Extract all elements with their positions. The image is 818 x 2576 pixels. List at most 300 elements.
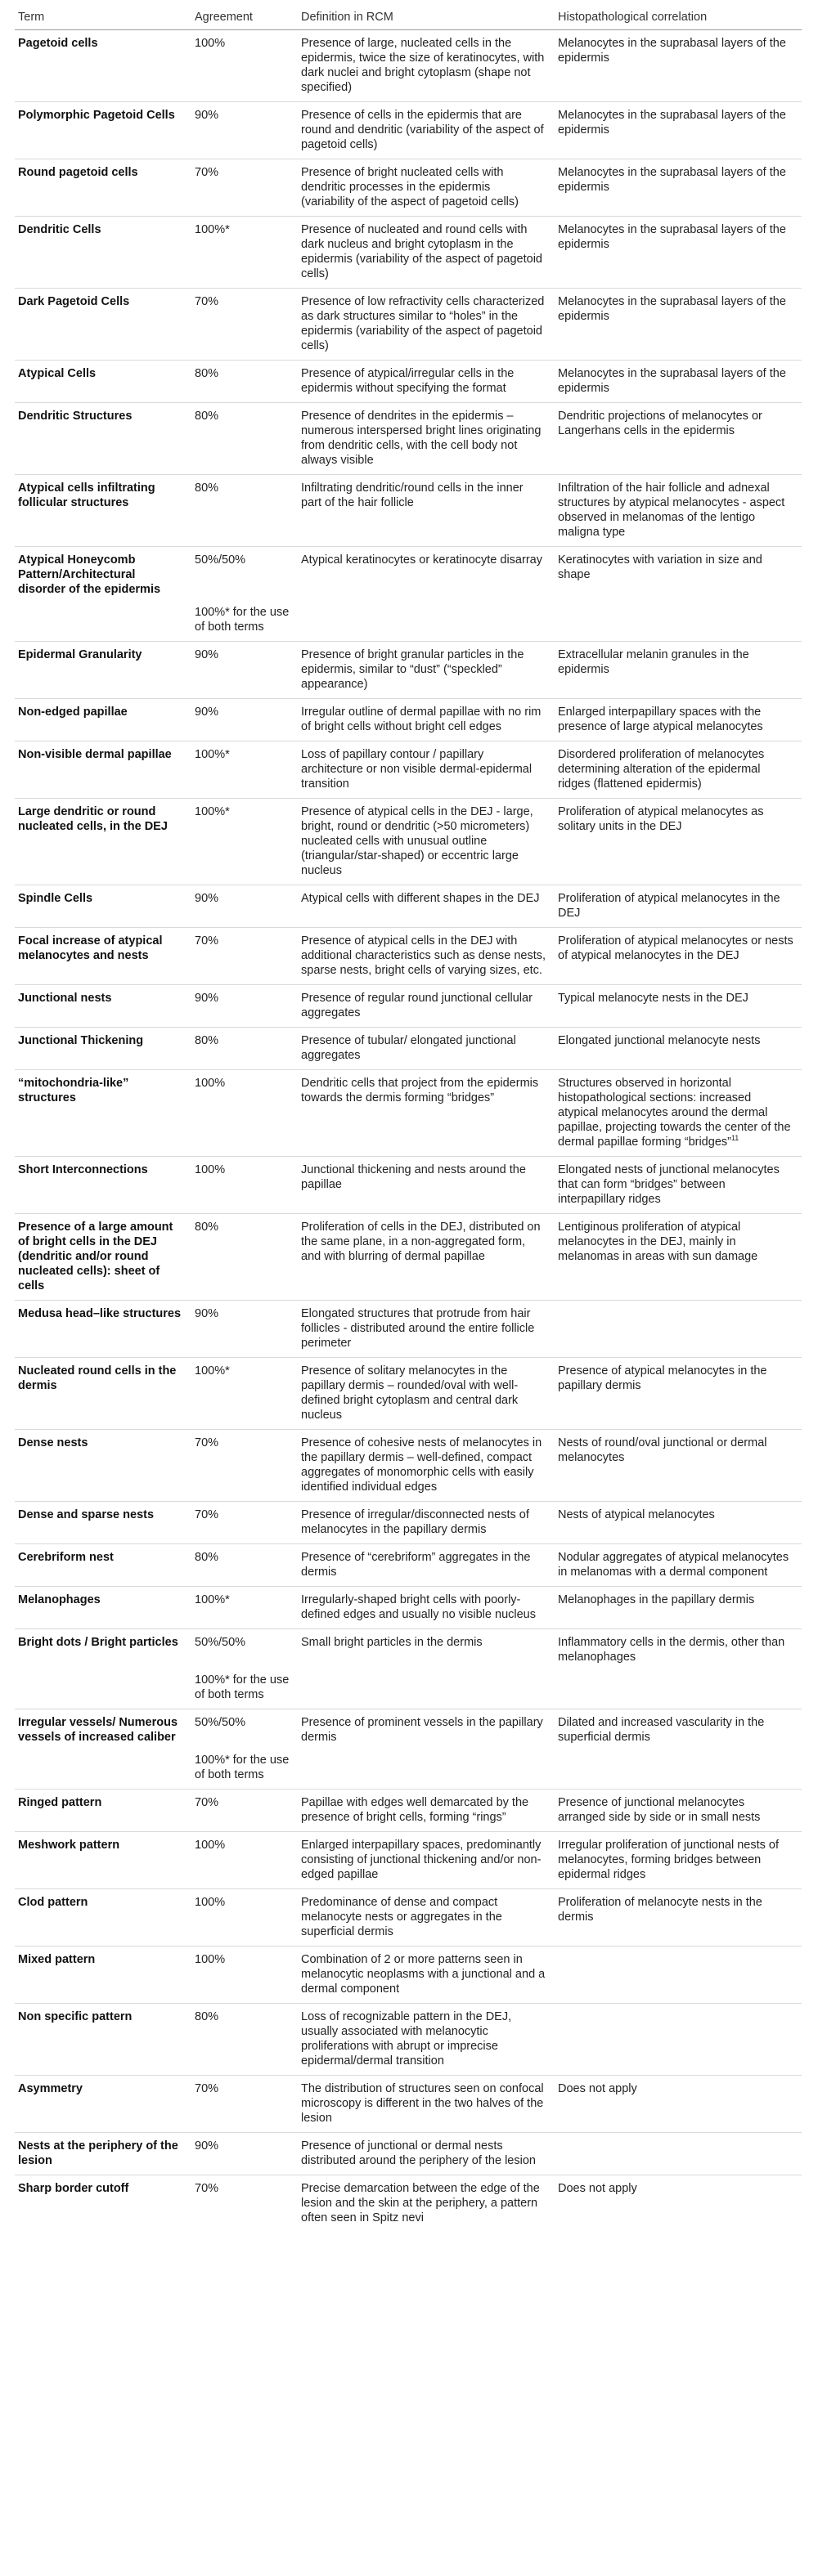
agreement-cell-text: 70% — [195, 2182, 219, 2195]
definition-cell — [298, 2175, 555, 2233]
table-row — [15, 547, 802, 604]
term-cell-text: Presence of a large amount of bright cells in the DEJ (dendritic and/or round nucleated cells): sheet of cells — [18, 1221, 173, 1292]
term-cell — [15, 1157, 191, 1214]
agreement-cell-text: 100% — [195, 37, 226, 50]
agreement-cell — [191, 1028, 298, 1070]
correlation-cell — [555, 1544, 802, 1587]
correlation-cell — [555, 102, 802, 159]
agreement-note: 100%* for the use of both terms — [195, 606, 290, 634]
definition-cell-text: Loss of papillary contour / papillary architecture or non visible dermal-epidermal transition — [301, 748, 533, 791]
definition-cell-text: Predominance of dense and compact melanocyte nests or aggregates in the superficial dermis — [301, 1896, 502, 1938]
correlation-cell-text: Enlarged interpapillary spaces with the presence of large atypical melanocytes — [558, 706, 763, 733]
empty-cell — [555, 603, 802, 642]
term-cell — [15, 1430, 191, 1502]
correlation-cell-text: Keratinocytes with variation in size and shape — [558, 553, 762, 581]
definition-cell-text: Presence of bright nucleated cells with dendritic processes in the epidermis (variability of the aspect of pagetoid cells) — [301, 166, 519, 208]
agreement-cell — [191, 361, 298, 403]
term-cell — [15, 1358, 191, 1430]
table-row — [15, 1157, 802, 1214]
definition-cell — [298, 1430, 555, 1502]
correlation-cell — [555, 361, 802, 403]
term-cell — [15, 547, 191, 604]
term-cell — [15, 799, 191, 885]
term-cell — [15, 699, 191, 741]
correlation-cell — [555, 928, 802, 985]
correlation-cell-text: Melanocytes in the suprabasal layers of the epidermis — [558, 166, 786, 194]
correlation-cell-text: Elongated junctional melanocyte nests — [558, 1034, 761, 1047]
correlation-cell-text: Inflammatory cells in the dermis, other than melanophages — [558, 1636, 785, 1664]
correlation-cell — [555, 403, 802, 475]
agreement-cell-text: 70% — [195, 166, 219, 179]
table-row — [15, 2175, 802, 2233]
definition-cell — [298, 1070, 555, 1157]
definition-cell — [298, 217, 555, 289]
definition-cell — [298, 1157, 555, 1214]
term-cell — [15, 642, 191, 699]
correlation-cell — [555, 547, 802, 604]
term-cell-text: “mitochondria-like” structures — [18, 1077, 129, 1104]
table-subrow — [15, 1671, 802, 1709]
agreement-cell-text: 100%* — [195, 748, 230, 761]
agreement-cell — [191, 217, 298, 289]
term-cell-text: Medusa head–like structures — [18, 1307, 182, 1320]
correlation-cell-text: Disordered proliferation of melanocytes determining alteration of the epidermal ridges (flattened epidermis) — [558, 748, 765, 791]
agreement-cell-text: 100% — [195, 1896, 226, 1909]
agreement-cell-text: 90% — [195, 992, 219, 1005]
agreement-cell-text: 90% — [195, 892, 219, 905]
agreement-cell-text: 100% — [195, 1839, 226, 1852]
table-row — [15, 1028, 802, 1070]
agreement-cell-text: 100%* — [195, 1364, 230, 1378]
correlation-cell — [555, 885, 802, 928]
agreement-cell — [191, 1301, 298, 1358]
term-cell-text: Junctional Thickening — [18, 1034, 144, 1047]
correlation-cell — [555, 159, 802, 217]
definition-cell — [298, 1889, 555, 1947]
definition-cell-text: Presence of large, nucleated cells in the epidermis, twice the size of keratinocytes, with dark nuclei and bright cytoplasm (shape not specified) — [301, 37, 545, 94]
definition-cell — [298, 1544, 555, 1587]
agreement-cell-text: 70% — [195, 1508, 219, 1521]
term-cell-text: Polymorphic Pagetoid Cells — [18, 109, 175, 122]
empty-cell — [298, 1751, 555, 1790]
definition-cell-text: Precise demarcation between the edge of the lesion and the skin at the periphery, a pattern often seen in Spitz nevi — [301, 2182, 540, 2224]
agreement-cell — [191, 1832, 298, 1889]
term-cell — [15, 475, 191, 547]
correlation-cell — [555, 1070, 802, 1157]
definition-cell-text: Enlarged interpapillary spaces, predominantly consisting of junctional thickening and/or non-edged papillae — [301, 1839, 542, 1881]
correlation-cell — [555, 1629, 802, 1672]
correlation-cell-text: Melanocytes in the suprabasal layers of the epidermis — [558, 295, 786, 323]
term-cell-text: Nests at the periphery of the lesion — [18, 2139, 178, 2167]
term-cell-text: Dendritic Structures — [18, 410, 133, 423]
definition-cell-text: Presence of atypical cells in the DEJ - large, bright, round or dendritic (>50 micrometers) nucleated cells with unusual outline (triangular/star-shaped) or eccentric large nucleus — [301, 805, 533, 877]
definition-cell-text: Presence of regular round junctional cellular aggregates — [301, 992, 533, 1019]
correlation-cell-text: Melanocytes in the suprabasal layers of the epidermis — [558, 109, 786, 137]
correlation-cell-text: Structures observed in horizontal histopathological sections: increased atypical melanocytes around the dermal papillae, projecting towards the center of the dermal papillae forming “bridges” — [558, 1077, 791, 1149]
agreement-cell — [191, 699, 298, 741]
definition-cell — [298, 403, 555, 475]
table-row — [15, 1790, 802, 1832]
agreement-cell — [191, 642, 298, 699]
correlation-cell-text: Proliferation of atypical melanocytes in the DEJ — [558, 892, 780, 920]
agreement-cell — [191, 2076, 298, 2133]
correlation-cell — [555, 2004, 802, 2076]
agreement-note-cell — [191, 603, 298, 642]
table-row — [15, 403, 802, 475]
agreement-cell-text: 100%* — [195, 805, 230, 818]
empty-cell — [15, 1671, 191, 1709]
term-cell-text: Non-edged papillae — [18, 706, 128, 719]
term-cell-text: Asymmetry — [18, 2082, 83, 2095]
correlation-cell — [555, 1587, 802, 1629]
definition-cell-text: Proliferation of cells in the DEJ, distributed on the same plane, in a non-aggregated form, and with blurring of dermal papillae — [301, 1221, 541, 1263]
term-cell — [15, 885, 191, 928]
term-cell — [15, 1587, 191, 1629]
agreement-cell — [191, 2175, 298, 2233]
definition-cell-text: Elongated structures that protrude from hair follicles - distributed around the entire follicle perimeter — [301, 1307, 535, 1350]
agreement-cell-text: 90% — [195, 706, 219, 719]
table-row — [15, 928, 802, 985]
table-row — [15, 1544, 802, 1587]
header-term: Term — [15, 7, 191, 30]
agreement-cell-text: 70% — [195, 1436, 219, 1449]
definition-cell — [298, 1587, 555, 1629]
term-cell-text: Irregular vessels/ Numerous vessels of increased caliber — [18, 1716, 178, 1744]
table-row — [15, 699, 802, 741]
agreement-cell-text: 80% — [195, 367, 219, 380]
table-row — [15, 475, 802, 547]
agreement-cell — [191, 403, 298, 475]
definition-cell — [298, 1214, 555, 1301]
correlation-cell — [555, 985, 802, 1028]
correlation-cell — [555, 1358, 802, 1430]
agreement-cell — [191, 1214, 298, 1301]
correlation-cell-text: Does not apply — [558, 2182, 637, 2195]
correlation-cell-text: Nodular aggregates of atypical melanocytes in melanomas with a dermal component — [558, 1551, 789, 1579]
agreement-cell-text: 100% — [195, 1163, 226, 1176]
definition-cell — [298, 741, 555, 799]
term-cell — [15, 159, 191, 217]
definition-cell-text: Presence of atypical cells in the DEJ with additional characteristics such as dense nests, sparse nests, bright cells of varying sizes, etc. — [301, 934, 546, 977]
term-cell — [15, 217, 191, 289]
definition-cell-text: Presence of low refractivity cells characterized as dark structures similar to “holes” in the epidermis (variability of the aspect of pagetoid cells) — [301, 295, 545, 352]
definition-cell — [298, 475, 555, 547]
table-row — [15, 289, 802, 361]
definition-cell — [298, 159, 555, 217]
definition-cell-text: Atypical cells with different shapes in the DEJ — [301, 892, 540, 905]
term-cell-text: Epidermal Granularity — [18, 648, 142, 661]
agreement-cell — [191, 289, 298, 361]
empty-cell — [298, 603, 555, 642]
agreement-cell-text: 80% — [195, 1034, 219, 1047]
correlation-cell — [555, 217, 802, 289]
definition-cell — [298, 289, 555, 361]
term-cell-text: Meshwork pattern — [18, 1839, 120, 1852]
agreement-cell-text: 100%* — [195, 223, 230, 236]
agreement-cell — [191, 1790, 298, 1832]
definition-cell — [298, 1028, 555, 1070]
table-row — [15, 361, 802, 403]
correlation-cell — [555, 2076, 802, 2133]
definition-cell — [298, 1502, 555, 1544]
definition-cell-text: Presence of “cerebriform” aggregates in the dermis — [301, 1551, 531, 1579]
correlation-cell — [555, 1502, 802, 1544]
empty-cell — [15, 1751, 191, 1790]
table-row — [15, 885, 802, 928]
correlation-cell — [555, 1790, 802, 1832]
definition-cell-text: Combination of 2 or more patterns seen in melanocytic neoplasms with a junctional and a dermal component — [301, 1953, 546, 1996]
definition-cell-text: Presence of solitary melanocytes in the papillary dermis – rounded/oval with well-defined bright cytoplasm and central dark nucleus — [301, 1364, 519, 1422]
agreement-note-cell — [191, 1751, 298, 1790]
correlation-cell-text: Infiltration of the hair follicle and adnexal structures by atypical melanocytes - aspect observed in melanomas of the lentigo maligna type — [558, 482, 785, 539]
term-cell — [15, 1502, 191, 1544]
definition-cell — [298, 1358, 555, 1430]
correlation-cell-text: Nests of atypical melanocytes — [558, 1508, 715, 1521]
table-body — [15, 30, 802, 2233]
definition-cell-text: Presence of cells in the epidermis that are round and dendritic (variability of the aspect of pagetoid cells) — [301, 109, 544, 151]
correlation-cell-text: Melanocytes in the suprabasal layers of the epidermis — [558, 367, 786, 395]
agreement-cell-text: 80% — [195, 2010, 219, 2023]
term-cell-text: Focal increase of atypical melanocytes and nests — [18, 934, 163, 962]
table-row — [15, 1629, 802, 1672]
agreement-cell — [191, 1157, 298, 1214]
table-row — [15, 1832, 802, 1889]
correlation-cell-text: Presence of junctional melanocytes arranged side by side or in small nests — [558, 1796, 761, 1824]
correlation-cell — [555, 699, 802, 741]
definition-cell-text: Irregular outline of dermal papillae with no rim of bright cells without bright cell edges — [301, 706, 542, 733]
term-cell-text: Dark Pagetoid Cells — [18, 295, 130, 308]
term-cell — [15, 928, 191, 985]
definition-cell — [298, 2133, 555, 2175]
agreement-cell — [191, 1889, 298, 1947]
correlation-cell-text: Nests of round/oval junctional or dermal melanocytes — [558, 1436, 767, 1464]
table-row — [15, 2004, 802, 2076]
definition-cell — [298, 1709, 555, 1752]
definition-cell-text: Presence of dendrites in the epidermis – numerous interspersed bright lines originating from dendritic cells, with the cell body not always visible — [301, 410, 542, 467]
term-cell-text: Atypical Cells — [18, 367, 97, 380]
table-row — [15, 1070, 802, 1157]
definition-cell — [298, 547, 555, 604]
rcm-terms-table — [15, 7, 802, 2232]
agreement-cell — [191, 1430, 298, 1502]
table-row — [15, 1358, 802, 1430]
table-row — [15, 1214, 802, 1301]
term-cell-text: Large dendritic or round nucleated cells, in the DEJ — [18, 805, 168, 833]
term-cell-text: Cerebriform nest — [18, 1551, 114, 1564]
term-cell — [15, 741, 191, 799]
agreement-cell — [191, 1544, 298, 1587]
term-cell — [15, 2004, 191, 2076]
term-cell-text: Spindle Cells — [18, 892, 93, 905]
agreement-cell — [191, 885, 298, 928]
agreement-cell — [191, 928, 298, 985]
definition-cell — [298, 1790, 555, 1832]
empty-cell — [555, 1671, 802, 1709]
correlation-cell-text: Proliferation of melanocyte nests in the dermis — [558, 1896, 762, 1924]
definition-cell-text: Dendritic cells that project from the epidermis towards the dermis forming “bridges” — [301, 1077, 539, 1104]
agreement-cell-text: 70% — [195, 934, 219, 948]
agreement-note-cell — [191, 1671, 298, 1709]
agreement-cell — [191, 1587, 298, 1629]
term-cell-text: Dense nests — [18, 1436, 88, 1449]
definition-cell-text: Presence of nucleated and round cells with dark nucleus and bright cytoplasm in the epidermis (variability of the aspect of pagetoid cells) — [301, 223, 542, 280]
term-cell-text: Round pagetoid cells — [18, 166, 138, 179]
table-row — [15, 1430, 802, 1502]
definition-cell-text: Loss of recognizable pattern in the DEJ, usually associated with melanocytic proliferations with abrupt or imprecise epidermal/dermal transition — [301, 2010, 512, 2068]
agreement-cell-text: 90% — [195, 109, 219, 122]
correlation-cell-text: Dendritic projections of melanocytes or Langerhans cells in the epidermis — [558, 410, 762, 437]
term-cell-text: Non-visible dermal papillae — [18, 748, 172, 761]
definition-cell-text: Presence of atypical/irregular cells in the epidermis without specifying the format — [301, 367, 515, 395]
term-cell-text: Melanophages — [18, 1593, 101, 1606]
correlation-cell — [555, 2133, 802, 2175]
table-row — [15, 2133, 802, 2175]
empty-cell — [15, 603, 191, 642]
term-cell — [15, 361, 191, 403]
agreement-cell-text: 80% — [195, 482, 219, 495]
definition-cell-text: Presence of bright granular particles in the epidermis, similar to “dust” (“speckled” appearance) — [301, 648, 524, 691]
agreement-cell-text: 50%/50% — [195, 553, 246, 567]
correlation-cell — [555, 30, 802, 102]
agreement-cell-text: 70% — [195, 1796, 219, 1809]
agreement-cell-text: 80% — [195, 1551, 219, 1564]
agreement-cell-text: 50%/50% — [195, 1636, 246, 1649]
correlation-cell — [555, 1947, 802, 2004]
definition-cell — [298, 30, 555, 102]
term-cell — [15, 1070, 191, 1157]
agreement-cell — [191, 475, 298, 547]
term-cell-text: Pagetoid cells — [18, 37, 98, 50]
agreement-cell — [191, 547, 298, 604]
correlation-cell-text: Does not apply — [558, 2082, 637, 2095]
correlation-cell-text: Proliferation of atypical melanocytes as solitary units in the DEJ — [558, 805, 764, 833]
agreement-cell-text: 90% — [195, 648, 219, 661]
correlation-cell-text: Extracellular melanin granules in the epidermis — [558, 648, 749, 676]
correlation-cell-text: Melanocytes in the suprabasal layers of the epidermis — [558, 37, 786, 65]
reference-superscript: 11 — [730, 1134, 739, 1143]
definition-cell-text: Presence of irregular/disconnected nests of melanocytes in the papillary dermis — [301, 1508, 529, 1536]
table-row — [15, 1709, 802, 1752]
table-row — [15, 217, 802, 289]
table-row — [15, 1587, 802, 1629]
correlation-cell — [555, 1157, 802, 1214]
table-row — [15, 1301, 802, 1358]
term-cell — [15, 1832, 191, 1889]
term-cell-text: Non specific pattern — [18, 2010, 133, 2023]
correlation-cell-text: Dilated and increased vascularity in the superficial dermis — [558, 1716, 765, 1744]
term-cell-text: Short Interconnections — [18, 1163, 148, 1176]
agreement-cell — [191, 102, 298, 159]
table-row — [15, 799, 802, 885]
definition-cell — [298, 1629, 555, 1672]
term-cell — [15, 403, 191, 475]
agreement-cell — [191, 799, 298, 885]
term-cell — [15, 1301, 191, 1358]
correlation-cell — [555, 1889, 802, 1947]
definition-cell — [298, 642, 555, 699]
term-cell-text: Sharp border cutoff — [18, 2182, 129, 2195]
definition-cell-text: Presence of junctional or dermal nests distributed around the periphery of the lesion — [301, 2139, 536, 2167]
correlation-cell — [555, 2175, 802, 2233]
definition-cell-text: Irregularly-shaped bright cells with poorly-defined edges and usually no visible nucleus — [301, 1593, 536, 1621]
term-cell — [15, 2133, 191, 2175]
definition-cell — [298, 699, 555, 741]
definition-cell-text: Atypical keratinocytes or keratinocyte disarray — [301, 553, 542, 567]
term-cell-text: Junctional nests — [18, 992, 112, 1005]
table-row — [15, 30, 802, 102]
agreement-cell — [191, 1629, 298, 1672]
correlation-cell-text: Lentiginous proliferation of atypical melanocytes in the DEJ, mainly in melanomas in areas with sun damage — [558, 1221, 758, 1263]
agreement-cell — [191, 1947, 298, 2004]
agreement-cell-text: 100% — [195, 1077, 226, 1090]
definition-cell — [298, 799, 555, 885]
correlation-cell-text: Presence of atypical melanocytes in the papillary dermis — [558, 1364, 767, 1392]
table-row — [15, 2076, 802, 2133]
definition-cell — [298, 1947, 555, 2004]
term-cell-text: Dendritic Cells — [18, 223, 101, 236]
correlation-cell-text: Typical melanocyte nests in the DEJ — [558, 992, 748, 1005]
header-correlation: Histopathological correlation — [555, 7, 802, 30]
definition-cell-text: Papillae with edges well demarcated by the presence of bright cells, forming “rings” — [301, 1796, 529, 1824]
correlation-cell — [555, 1832, 802, 1889]
term-cell — [15, 1214, 191, 1301]
definition-cell — [298, 985, 555, 1028]
term-cell — [15, 2175, 191, 2233]
term-cell — [15, 985, 191, 1028]
agreement-note: 100%* for the use of both terms — [195, 1673, 290, 1701]
correlation-cell-text: Melanophages in the papillary dermis — [558, 1593, 755, 1606]
term-cell-text: Clod pattern — [18, 1896, 88, 1909]
agreement-cell — [191, 741, 298, 799]
correlation-cell — [555, 1214, 802, 1301]
header-row — [15, 7, 802, 30]
term-cell — [15, 1790, 191, 1832]
agreement-cell — [191, 985, 298, 1028]
term-cell — [15, 30, 191, 102]
agreement-cell-text: 100% — [195, 1953, 226, 1966]
correlation-cell — [555, 475, 802, 547]
agreement-cell — [191, 1502, 298, 1544]
definition-cell-text: Presence of prominent vessels in the papillary dermis — [301, 1716, 543, 1744]
definition-cell — [298, 2004, 555, 2076]
correlation-cell — [555, 1301, 802, 1358]
agreement-cell-text: 70% — [195, 2082, 219, 2095]
correlation-cell — [555, 289, 802, 361]
definition-cell-text: Junctional thickening and nests around the papillae — [301, 1163, 526, 1191]
term-cell-text: Bright dots / Bright particles — [18, 1636, 178, 1649]
table-row — [15, 642, 802, 699]
agreement-cell-text: 70% — [195, 295, 219, 308]
table-row — [15, 1947, 802, 2004]
table-row — [15, 985, 802, 1028]
term-cell-text: Nucleated round cells in the dermis — [18, 1364, 177, 1392]
term-cell — [15, 1709, 191, 1752]
agreement-cell-text: 50%/50% — [195, 1716, 246, 1729]
term-cell — [15, 289, 191, 361]
header-agreement: Agreement — [191, 7, 298, 30]
correlation-cell-text: Elongated nests of junctional melanocytes that can form “bridges” between interpapillary ridges — [558, 1163, 780, 1206]
agreement-note: 100%* for the use of both terms — [195, 1754, 290, 1781]
definition-cell-text: The distribution of structures seen on confocal microscopy is different in the two halves of the lesion — [301, 2082, 544, 2125]
correlation-cell — [555, 1028, 802, 1070]
agreement-cell-text: 80% — [195, 410, 219, 423]
table-subrow — [15, 603, 802, 642]
definition-cell — [298, 885, 555, 928]
definition-cell — [298, 1832, 555, 1889]
agreement-cell-text: 80% — [195, 1221, 219, 1234]
table-row — [15, 1502, 802, 1544]
definition-cell-text: Infiltrating dendritic/round cells in the inner part of the hair follicle — [301, 482, 524, 509]
